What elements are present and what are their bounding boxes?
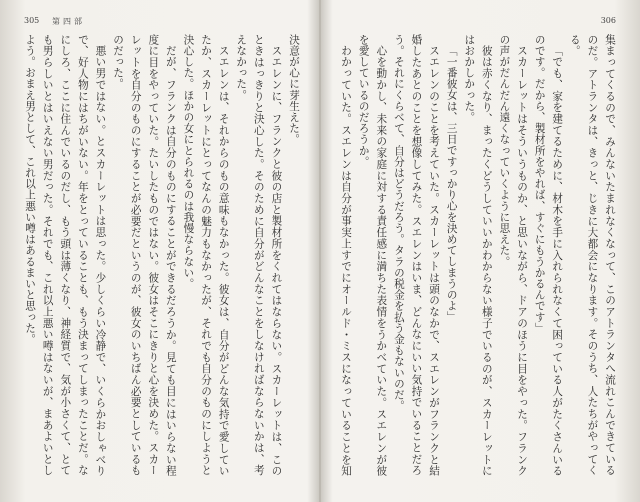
paragraph: 心を動かし、未来の家庭に対する責任感に満ちた表情をうかべていた。スエレンが彼を愛しているのだろうか。 [357,34,388,476]
paragraph: 「一番彼女は、三日ですっかり心を決めてしまうのよ」 [445,44,458,323]
running-title: 第四部 [52,17,85,26]
paragraph: スエレンに、フランクと彼の店と製材所をくれてはならない。スカーレットは、このときはっきりと決心した。そのために自分がどんなことをしなければならないかは、考えなかった。 [235,34,283,476]
left-page [0,0,318,502]
left-page-body [18,34,302,476]
gutter [319,0,321,502]
paragraph: スエレンのことを考えていた。スカーレットは頭のなかで、スエレンがフランクと結婚したあとのことを想像してみた。スエレンはいま、どんなにいい気持でいることだろう。それにくらべて、自分はどうだろう。タラの税金を払う金もないのだ。 [392,34,441,476]
paragraph: スエレンは、それからのもの意味もなかった。彼女は、自分がどんな気持で愛していたか、スカーレットにとってなんの魅力もなかったが、それでも自分のものにしようと決心した。ほかの女にとられるのは我慢ならない。 [182,34,230,476]
right-page-number: 306 [600,16,616,25]
left-page-number: 305 [24,16,40,25]
paragraph: わかっていた。スエレンは自分が事実上すでにオールド・ミスになっていることを知 [340,44,353,476]
paragraph: 彼は赤くなり、まったくどうしていいかわからない様子でいるのが、スカーレットにはおかしかった。 [463,34,493,476]
paragraph: 「でも、家を建てるために、材木を手に入れられなくて困っている人がたくさんいるのです。だから、製材所をやれば、すぐにもうかるんです」 [533,34,564,476]
paragraph: 集まってくるので、みんないたまれなくなって、このアトランタへ流れこんできているのだ。アトランタは、きっと、じきに大都会になります。そのうち、人たちがやってくる。 [568,34,616,476]
right-page [322,0,640,502]
right-page-body [336,34,618,476]
paragraph: 決意が心に芽生えた。 [288,34,300,145]
paragraph: だが、フランクは自分のものにすることができるだろうか。見ても目にはいらない程度に目をやっていた。たいしたものではない。彼女はそこにきりと心を決めた。スカーレットを自分のものにすることが必要だというのが、彼女のいちばん必要としているものだった。 [112,34,177,476]
paragraph: 悪い男ではない。とスカーレットは思った。少しくらい冷静で、いくらかおしゃべりで、好人物にはちがいない。年をとっていることも、もう決まってしまったことだ。なにしろ、ここに住んでいるのだし、もう頭は薄くなり、神経質で、気が小さくて、とても男らしいとはいえない男だった。それでも、これ以上悪い噂はないが、まあよいとしよう。おまえ男として、これ以上悪い噂はあるまいと思った。 [24,34,107,476]
paragraph: スカーレットはそういうものか、と思いながら、ドアのほうに目をやった。フランクの声がだんだん遠くなっていくように思えた。 [498,34,529,476]
